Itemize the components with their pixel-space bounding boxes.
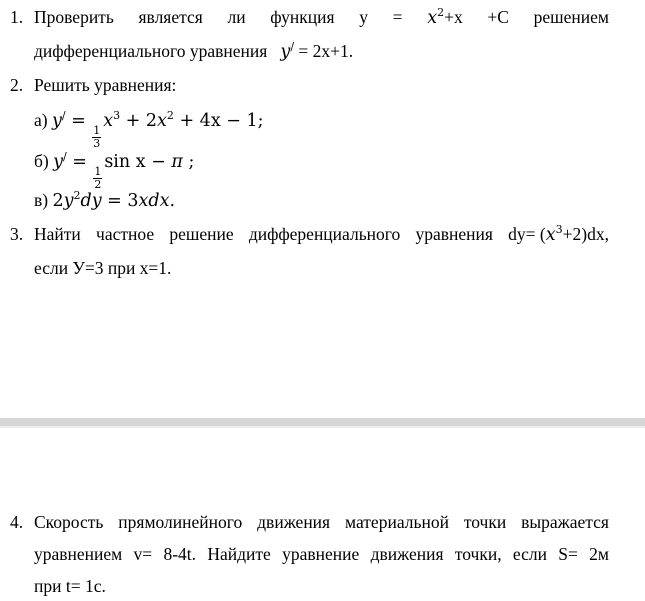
- page-divider: [0, 418, 645, 426]
- word: движения: [370, 544, 444, 564]
- word: выражается: [521, 512, 609, 532]
- equation-expression: $dy= (x^3+2)dx$,: [508, 223, 609, 245]
- fraction: $\frac{1}{3}$: [93, 124, 101, 150]
- item-3-line-1-words: [34, 224, 609, 245]
- word: =: [392, 7, 403, 27]
- word: уравнением: [34, 544, 123, 564]
- equation-b-label: б): [34, 151, 49, 171]
- word: y: [359, 7, 368, 27]
- word: материальной: [345, 512, 449, 532]
- word: уравнения: [415, 224, 493, 244]
- word: функция: [270, 7, 335, 27]
- item-3-line-2-text: если У=3 при х=1.: [34, 258, 172, 278]
- function-expression: $x^2+x$: [427, 6, 463, 28]
- item-4-line-3-text: при t= 1с.: [34, 576, 106, 596]
- word: движения: [257, 512, 331, 532]
- item-1-line-2-text: дифференциального уравнения y/ = 2x+1.: [34, 40, 354, 62]
- word: является: [138, 7, 203, 27]
- word: ли: [227, 7, 246, 27]
- word: 8-4t.: [163, 544, 197, 564]
- page-divider-line: [0, 426, 645, 428]
- fraction: $\frac{1}{2}$: [94, 165, 102, 191]
- word: решение: [169, 224, 234, 244]
- item-2-text: Решить уравнения:: [34, 75, 177, 95]
- word: если: [512, 544, 547, 564]
- word: прямолинейного: [118, 512, 243, 532]
- word: Скорость: [34, 512, 104, 532]
- word: дифференциального: [248, 224, 401, 244]
- item-1-line-1-words: [34, 7, 609, 28]
- word: Проверить: [34, 7, 114, 27]
- item-4-line-2-words: [34, 544, 609, 565]
- item-4-line-1-words: [34, 512, 609, 533]
- word: Найдите: [207, 544, 271, 564]
- word: 2м: [589, 544, 609, 564]
- item-3-number: 3.: [10, 224, 24, 244]
- equation-c-label: в): [34, 190, 49, 210]
- word: уравнение: [282, 544, 360, 564]
- word: S=: [558, 544, 578, 564]
- word: решением: [533, 7, 609, 27]
- word: точки: [463, 512, 507, 532]
- word: +C: [487, 7, 509, 27]
- word: точки,: [454, 544, 502, 564]
- word: v=: [133, 544, 153, 564]
- item-2-number: 2.: [10, 75, 24, 95]
- word: Найти: [34, 224, 81, 244]
- item-4-number: 4.: [10, 512, 24, 532]
- equation-a-label: а): [34, 110, 48, 130]
- word: частное: [96, 224, 155, 244]
- item-1-number: 1.: [10, 7, 24, 27]
